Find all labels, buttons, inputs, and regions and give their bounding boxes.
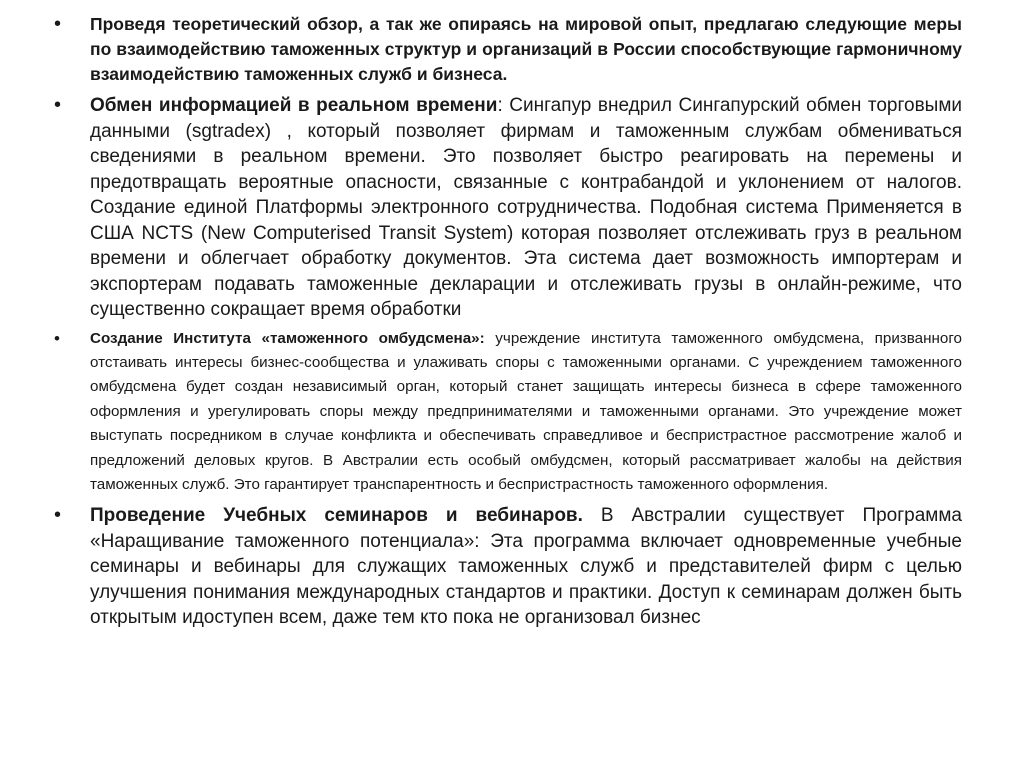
bullet-item-realtime-exchange <box>54 93 962 323</box>
bullet-marker: • <box>54 13 62 35</box>
ombudsman-heading: Создание Института «таможенного омбудсмена»: <box>90 329 485 347</box>
bullet-marker: • <box>54 504 62 527</box>
seminars-text: В Австралии существует Программа «Наращивание таможенного потенциала»: Эта программа включает одновременные учебные семинары и вебинары для служащих таможенных служб и представителей фирм с целью улучшения понимания международных стандартов и практики. Доступ к семинарам должен быть открытым идоступен всем, даже тем кто пока не организовал бизнес <box>90 505 962 629</box>
bullet-item-ombudsman <box>54 327 962 498</box>
intro-text: Проведя теоретический обзор, а так же опираясь на мировой опыт, предлагаю следующие меры по взаимодействию таможенных структур и организаций в России способствующие гармоничному взаимодействию таможенных служб и бизнеса. <box>90 14 962 84</box>
realtime-exchange-heading: Обмен информацией в реальном времени <box>90 95 498 116</box>
bullet-item-seminars <box>54 503 962 631</box>
bullet-item-intro <box>54 12 962 87</box>
bullet-marker: • <box>54 328 60 348</box>
ombudsman-text: учреждение института таможенного омбудсмена, призванного отстаивать интересы бизнес-сообщества и улаживать споры с таможенными органами. С учреждением таможенного омбудсмена будет создан независимый орган, который станет защищать интересы бизнеса в сфере таможенного оформления и урегулировать споры между предпринимателями и таможенными органами. Это учреждение может выступать посредником в случае конфликта и обеспечивать справедливое и беспристрастное рассмотрение жалоб и предложений деловых кругов. В Австралии есть особый омбудсмен, который рассматривает жалобы на действия таможенных служб. Это гарантирует транспарентность и беспристрастность таможенного оформления. <box>90 329 962 493</box>
seminars-heading: Проведение Учебных семинаров и вебинаров. <box>90 505 583 527</box>
realtime-exchange-text: : Сингапур внедрил Сингапурский обмен торговыми данными (sgtradex) , который позволяет фирмам и таможенным службам обмениваться сведениями в реальном времени. Это позволяет быстро реагировать на перемены и предотвращать вероятные опасности, связанные с контрабандой и уклонением от налогов. Создание единой Платформы электронного сотрудничества. Подобная система Применяется в США NCTS (New Computerised Transit System) которая позволяет отслеживать груз в реальном времени и облегчает обработку документов. Эта система дает возможность импортерам и экспортерам подавать таможенные декларации и отслеживать грузы в онлайн-режиме, что существенно сокращает время обработки <box>90 95 962 320</box>
bullet-marker: • <box>54 94 62 116</box>
